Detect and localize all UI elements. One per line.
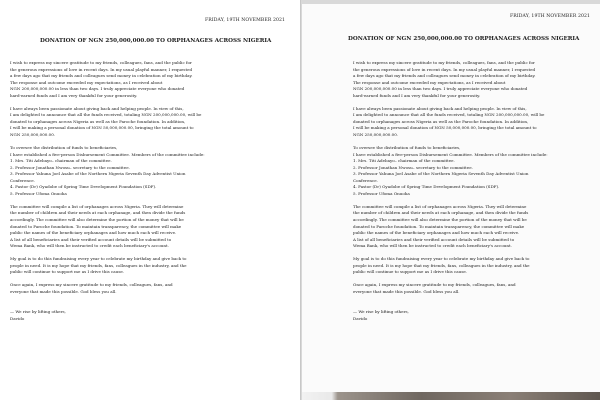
signoff-motto: — We rise by lifting others,: [10, 309, 66, 315]
text-line: The committee will compile a list of orphanages across Nigeria. They will determine: [353, 203, 527, 209]
text-line: NGN 200,000,000.00 in less than two days. I truly appreciate everyone who donated: [10, 86, 185, 92]
text-line: 3. Professor Yahuna Joel Asabe of the Northern Nigeria Seventh Day Adventist Union: [10, 171, 186, 177]
text-line: NGN 250,000,000.00.: [353, 131, 399, 137]
document-title: DONATION OF NGN 250,000,000.00 TO ORPHANAGES ACROSS NIGERIA: [40, 38, 272, 44]
text-line: A list of all beneficiaries and their verified account details will be submitted to: [353, 236, 515, 242]
text-line: 4. Pastor (Dr) Oyadobe of Spring Time Development Foundation (SDF).: [10, 184, 157, 190]
text-line: public the names of the beneficiary orphanages and how much each will receive.: [353, 230, 520, 236]
signoff-name: Davido: [353, 316, 368, 321]
text-line: public will continue to support me as I drive this cause.: [353, 269, 468, 275]
text-line: Conference.: [10, 177, 35, 183]
text-line: donated to orphanages across Nigeria as well as the Paroche foundation. In addition,: [10, 118, 186, 124]
text-line: 1. Mrs. Titi Adebayo– chairman of the committee.: [10, 158, 112, 164]
text-line: I wish to express my sincere gratitude to my friends, colleagues, fans, and the public for: [353, 60, 535, 65]
text-line: Wema Bank, who will then be instructed to credit each beneficiary's account.: [353, 243, 512, 249]
text-line: people in need. It is my hope that my friends, fans, colleagues in the industry, and the: [10, 262, 187, 268]
text-line: donated to Paroche foundation. To maintain transparency, the committee will make: [10, 223, 182, 229]
paragraph: [353, 204, 591, 250]
text-line: My goal is to do this fundraising every year to celebrate my birthday and give back to: [10, 256, 187, 262]
document-date: FRIDAY, 19TH NOVEMBER 2021: [205, 18, 286, 23]
text-line: Conference.: [353, 177, 378, 183]
text-line: Once again, I express my sincere gratitude to my friends, colleagues, fans, and: [353, 282, 516, 288]
text-line: the number of children and their needs at each orphanage, and then divide the funds: [353, 210, 529, 216]
text-line: a few days ago that my friends and colleagues send money in celebration of my birthday.: [353, 73, 536, 79]
document-right: [302, 4, 600, 394]
paragraph: [10, 145, 285, 197]
text-line: 2. Professor Jonathan Nwosu– secretary to the committee.: [353, 164, 473, 170]
signoff-name: Davido: [10, 316, 25, 321]
text-line: NGN 250,000,000.00.: [10, 131, 56, 137]
text-line: donated to orphanages across Nigeria as well as the Paroche foundation. In addition,: [353, 118, 529, 124]
signoff: [353, 309, 591, 322]
text-line: The response and outcome exceeded my expectations, as I received about: [353, 79, 506, 85]
text-line: hard-earned funds and I am very thankful for your generosity.: [10, 92, 138, 98]
text-line: 4. Pastor (Dr) Oyadobe of Spring Time Development Foundation (SDF).: [353, 184, 500, 190]
text-line: The response and outcome exceeded my expectations, as I received about: [10, 79, 163, 85]
paragraph: [353, 145, 591, 197]
signoff-motto: — We rise by lifting others,: [353, 309, 409, 315]
text-line: Wema Bank, who will then be instructed to credit each beneficiary's account.: [10, 243, 169, 249]
text-line: 5. Professor Ufoma Onuoha: [10, 190, 67, 196]
text-line: 2. Professor Jonathan Nwosu– secretary to the committee.: [10, 164, 130, 170]
paragraph: [353, 60, 591, 99]
text-line: I have established a five-person Disbursement Committee. Members of the committee include:: [353, 151, 548, 157]
paragraph: [10, 60, 285, 99]
photo-strip: [302, 392, 600, 400]
document-title: DONATION OF NGN 250,000,000.00 TO ORPHANAGES ACROSS NIGERIA: [348, 36, 580, 42]
text-line: My goal is to do this fundraising every year to celebrate my birthday and give back to: [353, 256, 530, 262]
text-line: Once again, I express my sincere gratitude to my friends, colleagues, fans, and: [10, 282, 173, 288]
text-line: I have established a five-person Disbursement Committee. Members of the committee include:: [10, 151, 205, 157]
text-line: the generous expressions of love in recent days. In my usual playful manner, I requested: [353, 66, 536, 72]
paragraph: [10, 106, 285, 139]
text-line: I wish to express my sincere gratitude to my friends, colleagues, fans, and the public for: [10, 60, 192, 65]
text-line: The committee will compile a list of orphanages across Nigeria. They will determine: [10, 203, 184, 209]
text-line: accordingly. The committee will also determine the portion of the money that will be: [353, 216, 527, 222]
paragraph: [10, 282, 285, 295]
text-line: a few days ago that my friends and colleagues send money in celebration of my birthday.: [10, 73, 193, 79]
paragraph: [353, 256, 591, 276]
paragraph: [353, 106, 591, 139]
document-body: [353, 60, 591, 323]
text-line: NGN 200,000,000.00 in less than two days. I truly appreciate everyone who donated: [353, 86, 528, 92]
paragraph: [10, 256, 285, 276]
signoff: [10, 309, 285, 322]
text-line: accordingly. The committee will also determine the portion of the money that will be: [10, 216, 184, 222]
text-line: 5. Professor Ufoma Onuoha: [353, 190, 410, 196]
text-line: the generous expressions of love in recent days. In my usual playful manner, I requested: [10, 66, 193, 72]
document-date: FRIDAY, 19TH NOVEMBER 2021: [510, 14, 591, 19]
text-line: donated to Paroche foundation. To maintain transparency, the committee will make: [353, 223, 525, 229]
text-line: public will continue to support me as I drive this cause.: [10, 269, 125, 275]
text-line: I will be making a personal donation of NGN 50,000,000.00, bringing the total amount to: [10, 125, 194, 131]
text-line: I have always been passionate about giving back and helping people. In view of this,: [353, 105, 527, 111]
text-line: 3. Professor Yahuna Joel Asabe of the Northern Nigeria Seventh Day Adventist Union: [353, 171, 529, 177]
text-line: the number of children and their needs at each orphanage, and then divide the funds: [10, 210, 186, 216]
paragraph: [353, 282, 591, 295]
text-line: To oversee the distribution of funds to beneficiaries,: [353, 145, 461, 151]
text-line: To oversee the distribution of funds to beneficiaries,: [10, 145, 118, 151]
text-line: 1. Mrs. Titi Adebayo– chairman of the committee.: [353, 158, 455, 164]
text-line: everyone that made this possible. God bless you all.: [353, 288, 460, 294]
text-line: public the names of the beneficiary orphanages and how much each will receive.: [10, 230, 177, 236]
text-line: I will be making a personal donation of NGN 50,000,000.00, bringing the total amount to: [353, 125, 537, 131]
text-line: I am delighted to announce that all the funds received, totaling NGN 200,000,000.00, will be: [353, 112, 545, 118]
text-line: hard-earned funds and I am very thankful for your generosity.: [353, 92, 481, 98]
text-line: everyone that made this possible. God bless you all.: [10, 288, 117, 294]
text-line: I am delighted to announce that all the funds received, totaling NGN 200,000,000.00, will be: [10, 112, 202, 118]
document-body: [10, 60, 285, 323]
text-line: I have always been passionate about giving back and helping people. In view of this,: [10, 105, 184, 111]
text-line: people in need. It is my hope that my friends, fans, colleagues in the industry, and the: [353, 262, 530, 268]
paragraph: [10, 204, 285, 250]
text-line: A list of all beneficiaries and their verified account details will be submitted to: [10, 236, 172, 242]
